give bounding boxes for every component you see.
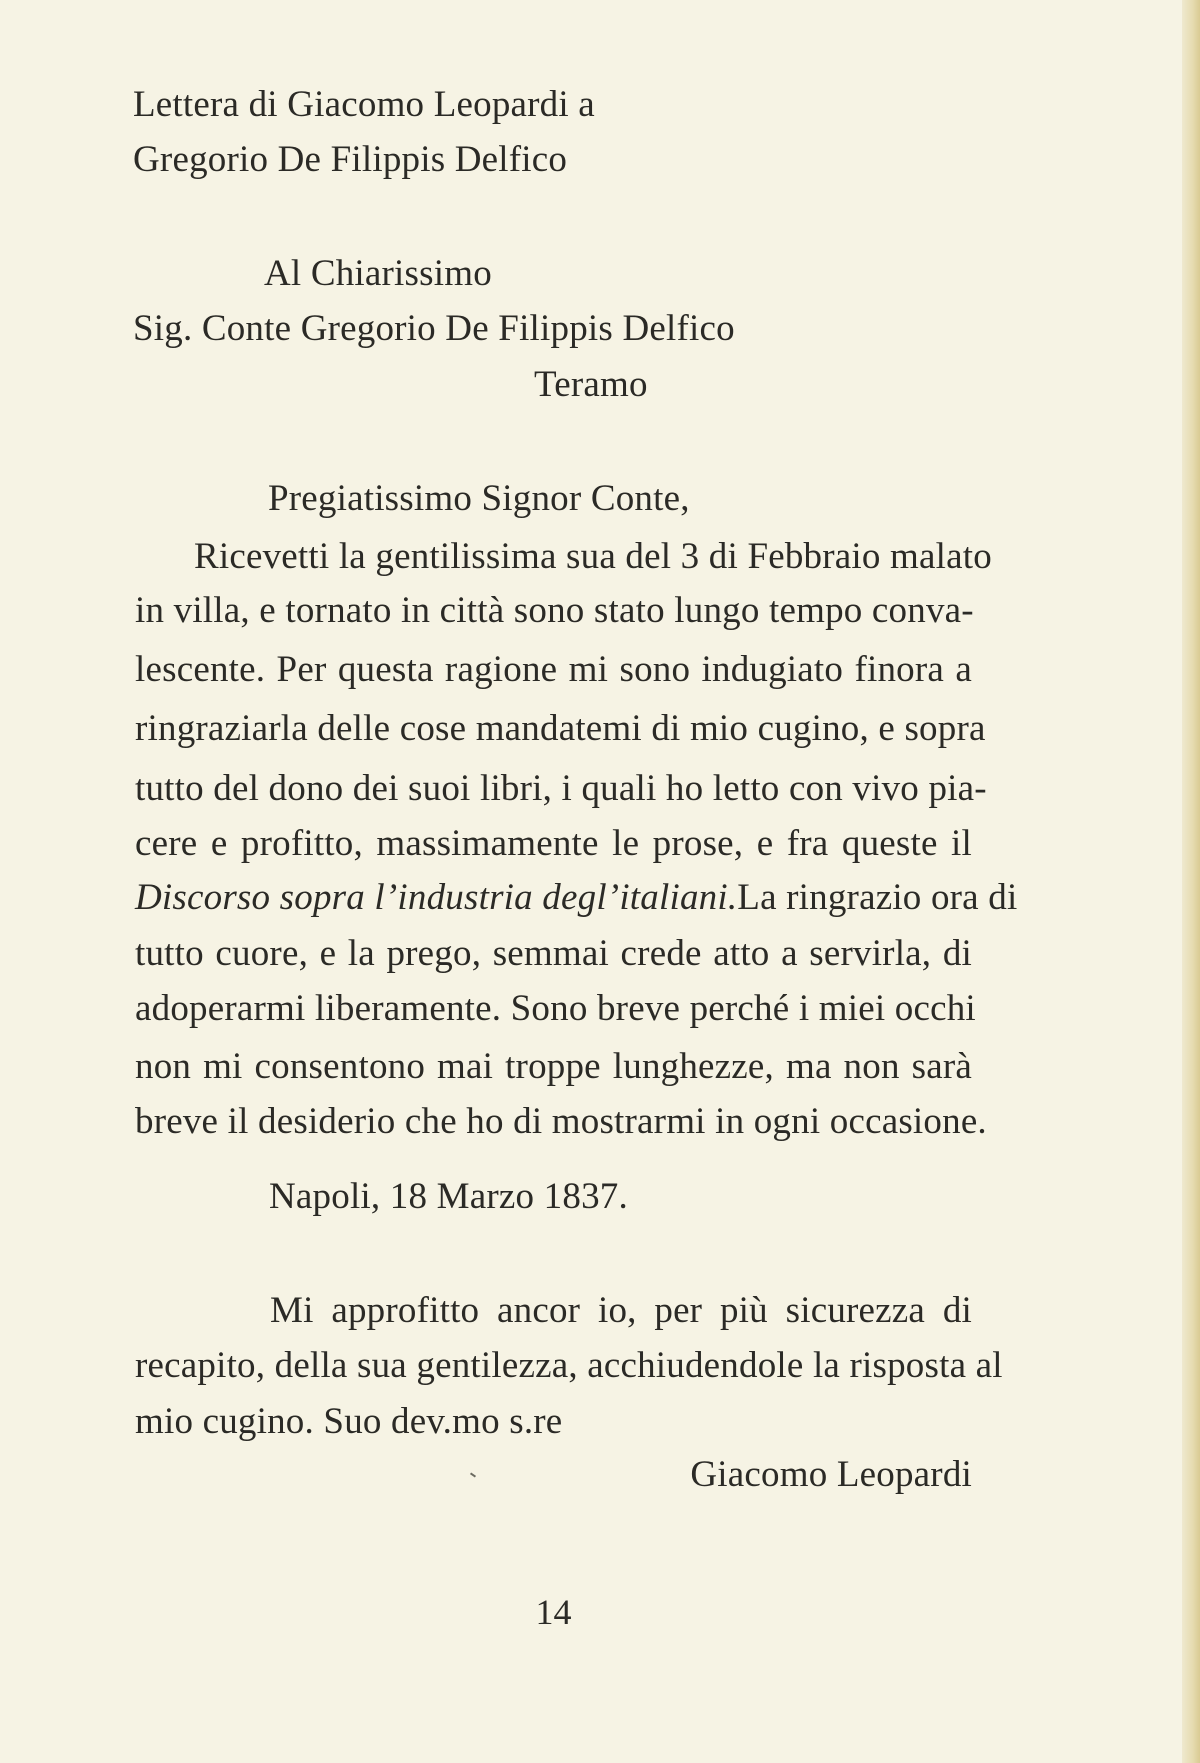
page-edge-shadow xyxy=(1182,0,1200,1763)
body-line-7 xyxy=(135,877,1018,918)
body-line-11: breve il desiderio che ho di mostrarmi in ogni occasione. xyxy=(135,1101,987,1142)
postscript-line-1: Mi approfitto ancor io, per più sicurezza di xyxy=(270,1290,972,1331)
body-line-2: in villa, e tornato in città sono stato lungo tempo conva- xyxy=(135,590,974,631)
address-line-2: Sig. Conte Gregorio De Filippis Delfico xyxy=(133,308,735,349)
body-line-3: lescente. Per questa ragione mi sono indugiato finora a xyxy=(135,649,972,690)
after-title-text: La ringrazio ora di xyxy=(737,877,1018,918)
body-line-9: adoperarmi liberamente. Sono breve perché i miei occhi xyxy=(135,988,976,1029)
date-line: Napoli, 18 Marzo 1837. xyxy=(269,1176,628,1217)
body-line-4: ringraziarla delle cose mandatemi di mio cugino, e sopra xyxy=(135,708,986,749)
signature: Giacomo Leopardi xyxy=(690,1454,972,1495)
postscript-line-3: mio cugino. Suo dev.mo s.re xyxy=(135,1401,563,1442)
body-line-6: cere e profitto, massimamente le prose, e fra queste il xyxy=(135,823,972,864)
body-line-8: tutto cuore, e la prego, semmai crede atto a servirla, di xyxy=(135,933,972,974)
postscript-line-2: recapito, della sua gentilezza, acchiudendole la risposta al xyxy=(135,1345,1003,1386)
body-line-5: tutto del dono dei suoi libri, i quali ho letto con vivo pia- xyxy=(135,768,987,809)
heading-line-2: Gregorio De Filippis Delfico xyxy=(133,139,568,180)
italic-title: Discorso sopra l’industria degl’italiani. xyxy=(135,877,738,918)
body-line-1: Ricevetti la gentilissima sua del 3 di Febbraio malato xyxy=(194,536,992,577)
address-line-3: Teramo xyxy=(534,364,648,405)
address-line-1: Al Chiarissimo xyxy=(264,253,492,294)
page-number: 14 xyxy=(535,1592,572,1632)
salutation: Pregiatissimo Signor Conte, xyxy=(268,478,690,519)
body-line-10: non mi consentono mai troppe lunghezze, ma non sarà xyxy=(135,1046,972,1087)
heading-line-1: Lettera di Giacomo Leopardi a xyxy=(133,84,595,125)
ink-mark xyxy=(470,1472,476,1477)
